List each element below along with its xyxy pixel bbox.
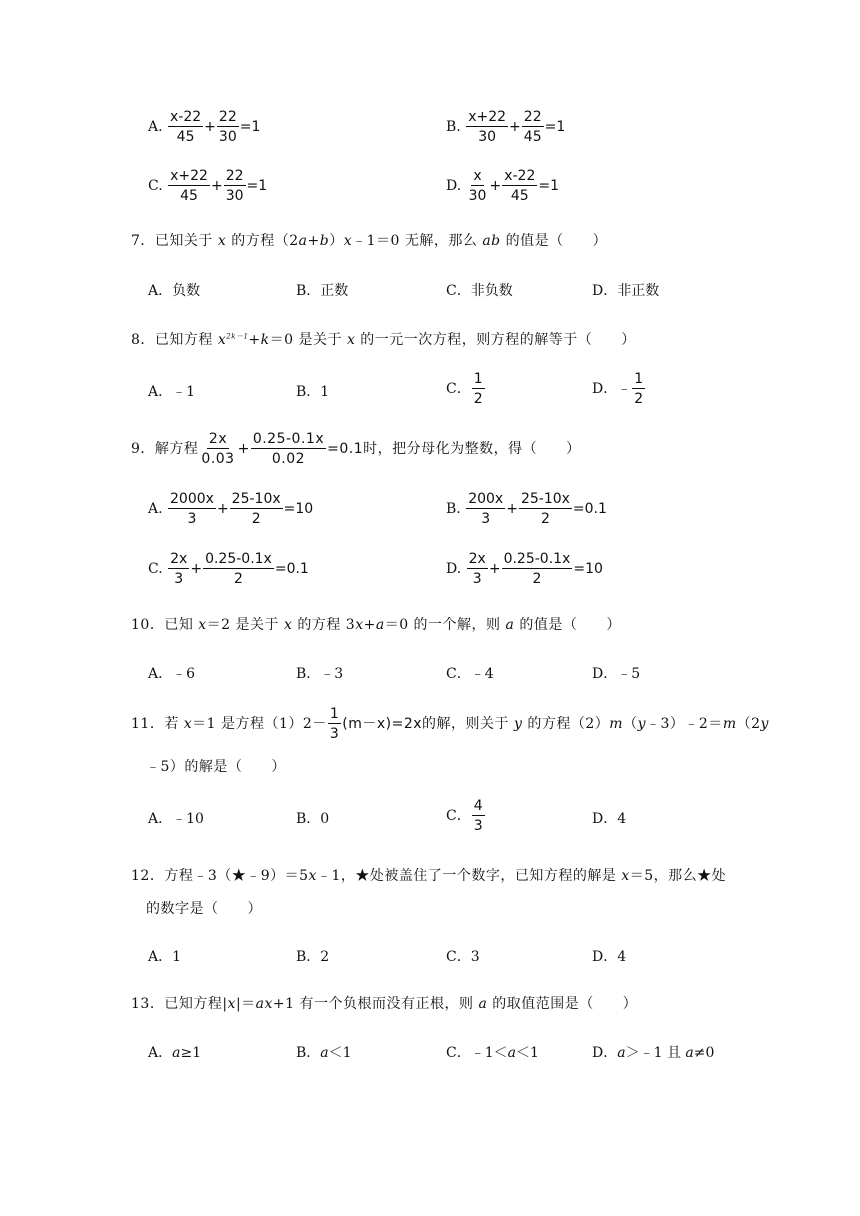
numerator: x+22 [468,109,507,125]
operator: + [210,178,223,194]
var: x [283,617,293,633]
text: ＞﹣1 且 [625,1045,686,1061]
var: a [507,1045,516,1061]
operator: + [204,119,216,135]
equals-rhs: =1 [544,119,566,135]
denominator: 3 [174,571,184,587]
text: 的方程（2） [522,716,610,732]
equals-rhs: =0.1 [274,561,309,577]
fraction [467,169,489,203]
text: 的一元一次方程，则方程的解等于（ ） [355,332,636,348]
text: 的方程（2 [226,233,299,249]
q7-option-c: C．非负数 [446,283,513,299]
question-11-stem [131,707,769,741]
numerator: 2x [208,431,228,447]
numerator: 0.25-0.1x [503,551,571,567]
denominator: 30 [225,188,244,204]
operator: + [489,178,502,194]
question-12-stem-line2: 的数字是（ ） [146,901,262,917]
option-label: C. [148,178,163,194]
fraction [203,552,274,586]
text: 的取值范围是（ ） [487,996,638,1012]
equals-rhs: =1 [246,178,268,194]
fraction [466,492,505,526]
q9-option-d [446,552,603,586]
text: |＝ [235,996,256,1012]
text: ﹣1，★处被盖住了一个数字，已知方程的解是 [316,868,622,884]
text: C．﹣1＜ [446,1045,508,1061]
fraction [502,552,573,586]
denominator: 3 [473,818,483,834]
q9-option-a [148,492,313,526]
var: x [346,332,356,348]
denominator: 45 [523,129,542,145]
var: a [478,996,488,1012]
q7-option-a: A．负数 [148,283,201,299]
text: ≥1 [180,1045,202,1061]
denominator: 0.03 [201,451,235,467]
text: 的值是（ ） [514,617,621,633]
denominator: 2 [251,511,261,527]
equals-rhs: =10 [573,561,603,577]
text: （ [623,716,638,732]
numerator: 25-10x [520,491,570,507]
denominator: 2 [634,391,644,407]
text: ＝0 是关于 [269,332,347,348]
denominator: 3 [481,511,491,527]
numerator: 2000x [170,491,214,507]
numerator: 1 [634,371,644,387]
text: + [363,617,376,633]
q6-option-b [446,110,565,144]
q8-option-a: A．﹣1 [148,384,196,400]
var: a [617,1045,626,1061]
option-label: C． [446,381,471,397]
fraction [217,110,239,144]
denominator: 30 [468,188,487,204]
fraction [328,707,341,741]
var: x [343,233,353,249]
denominator: 3 [472,571,482,587]
numerator: 0.25-0.1x [252,431,325,447]
denominator: 0.02 [271,451,306,467]
numerator: 200x [468,491,504,507]
var: a [685,1045,694,1061]
q9-option-c [148,552,309,586]
var: ax [255,996,273,1012]
text: ＝1 是方程（1）2－ [192,716,327,732]
text: ＝2 是关于 [206,617,284,633]
exponent: 2k－1 [226,332,249,341]
q11-option-a: A．﹣10 [148,811,204,827]
q12-option-c: C．3 [446,949,480,965]
fraction [199,432,236,466]
denominator: 45 [176,129,195,145]
q12-option-b: B．2 [296,949,330,965]
text: ≠0 [693,1045,715,1061]
q13-option-d [592,1042,714,1062]
numerator: x [473,168,482,184]
fraction [502,169,537,203]
text: + [248,332,261,348]
q8-option-b: B．1 [296,384,330,400]
numerator: 2x [170,551,188,567]
option-label: B. [446,501,461,517]
operator: + [190,561,203,577]
question-8-stem [131,329,636,349]
option-label: C. [148,561,163,577]
q7-option-d: D．非正数 [592,283,660,299]
text: （2 [736,716,761,732]
numerator: 0.25-0.1x [205,551,272,567]
numerator: 25-10x [231,491,281,507]
option-label: A. [148,501,163,517]
var: x [355,617,364,633]
option-label: A. [148,119,163,135]
text: 13．已知方程| [131,996,228,1012]
numerator: x+22 [170,168,208,184]
question-11-stem-line2: ﹣5）的解是（ ） [146,759,286,775]
denominator: 30 [478,129,497,145]
var: x [227,996,236,1012]
denominator: 3 [329,726,340,742]
operator: + [506,501,518,517]
numerator: 1 [329,706,340,722]
text: 12．方程﹣3（★﹣9）＝5 [131,868,309,884]
equals-rhs: =10 [283,501,314,517]
q11-option-c [446,799,486,833]
text: 11．若 [131,716,184,732]
text: 10．已知 [131,617,199,633]
var: m [609,716,624,732]
q10-option-b: B．﹣3 [296,666,344,682]
option-label: D. [446,178,462,194]
var: ab [482,233,501,249]
q11-option-b: B．0 [296,811,330,827]
var: a [375,617,385,633]
var: x [217,332,227,348]
var: x [183,716,193,732]
text: 的方程 3 [292,617,356,633]
var: a [505,617,515,633]
text: ＝5，那么★处 [629,868,727,884]
fraction [519,492,572,526]
q8-option-c [446,372,486,406]
option-label: B. [446,119,461,135]
denominator: 2 [532,571,542,587]
numerator: 22 [225,168,244,184]
fraction [168,492,216,526]
denominator: 2 [233,571,243,587]
var: x [198,617,207,633]
question-9-stem [131,432,581,466]
q11-option-d: D．4 [592,811,627,827]
fraction [522,110,544,144]
text: ＜1 [328,1045,352,1061]
text: ＜1 [515,1045,539,1061]
text: 的解，则关于 [422,716,514,732]
text: ﹣1＝0 无解，那么 [352,233,483,249]
q9-option-b [446,492,607,526]
q8-option-d [592,372,646,406]
text: ﹣3）﹣2＝ [645,716,723,732]
denominator: 2 [540,511,550,527]
q6-option-a [148,110,260,144]
q13-option-b [296,1042,352,1062]
option-label: D. [446,561,462,577]
var: x [217,233,227,249]
equals-rhs: =0.1 [572,501,607,517]
text: D． [592,1045,618,1061]
equals-rhs: =1 [538,178,559,194]
var: a [320,1045,329,1061]
numerator: 22 [218,109,237,125]
text: 的值是（ ） [500,233,608,249]
q10-option-c: C．﹣4 [446,666,494,682]
question-12-stem [131,865,726,885]
var: y [514,716,523,732]
text: (m－x)=2x [342,716,423,732]
denominator: 30 [218,129,237,145]
operator: + [509,119,521,135]
equals-rhs: =0.1 [327,441,364,457]
fraction [251,432,326,466]
fraction [472,799,485,833]
var: y [637,716,646,732]
q6-option-c [148,169,267,203]
var: x [308,868,317,884]
operator: + [237,441,250,457]
numerator: 2x [468,551,486,567]
operator: + [216,501,229,517]
text: ） [329,233,344,249]
q12-option-a: A．1 [148,949,182,965]
operator: + [488,561,501,577]
fraction [168,552,189,586]
var: a [298,233,308,249]
option-label: C． [446,808,471,824]
denominator: 45 [180,188,198,204]
q10-option-d: D．﹣5 [592,666,641,682]
text: +1 有一个负根而没有正根，则 [272,996,479,1012]
var: y [760,716,769,732]
text: + [307,233,320,249]
numerator: 22 [523,109,542,125]
q13-option-a [148,1042,201,1062]
var: m [722,716,737,732]
text: 7．已知关于 [131,233,218,249]
q10-option-a: A．﹣6 [148,666,196,682]
q12-option-d: D．4 [592,949,627,965]
q13-option-c [446,1042,539,1062]
fraction [466,110,508,144]
fraction [168,169,210,203]
question-10-stem [131,614,621,634]
text: B． [296,1045,321,1061]
question-7-stem [131,230,607,250]
fraction [168,110,203,144]
text: A． [148,1045,173,1061]
fraction [467,552,488,586]
var: x [621,868,630,884]
text: 时，把分母化为整数，得（ ） [363,441,581,457]
text: 8．已知方程 [131,332,218,348]
numerator: x-22 [170,109,202,125]
var: b [319,233,330,249]
numerator: 4 [473,798,483,814]
fraction [472,372,485,406]
option-label: D．﹣ [592,381,632,397]
text: ＝0 的一个解，则 [384,617,506,633]
fraction [632,372,645,406]
denominator: 2 [473,391,483,407]
q6-option-d [446,169,559,203]
var: k [260,332,270,348]
equals-rhs: =1 [239,119,261,135]
fraction [230,492,283,526]
var: a [172,1045,181,1061]
denominator: 45 [510,188,529,204]
text: 9．解方程 [131,441,199,457]
numerator: 1 [473,371,483,387]
question-13-stem [131,993,637,1013]
numerator: x-22 [504,168,536,184]
denominator: 3 [187,511,197,527]
q7-option-b: B．正数 [296,283,349,299]
fraction [224,169,246,203]
